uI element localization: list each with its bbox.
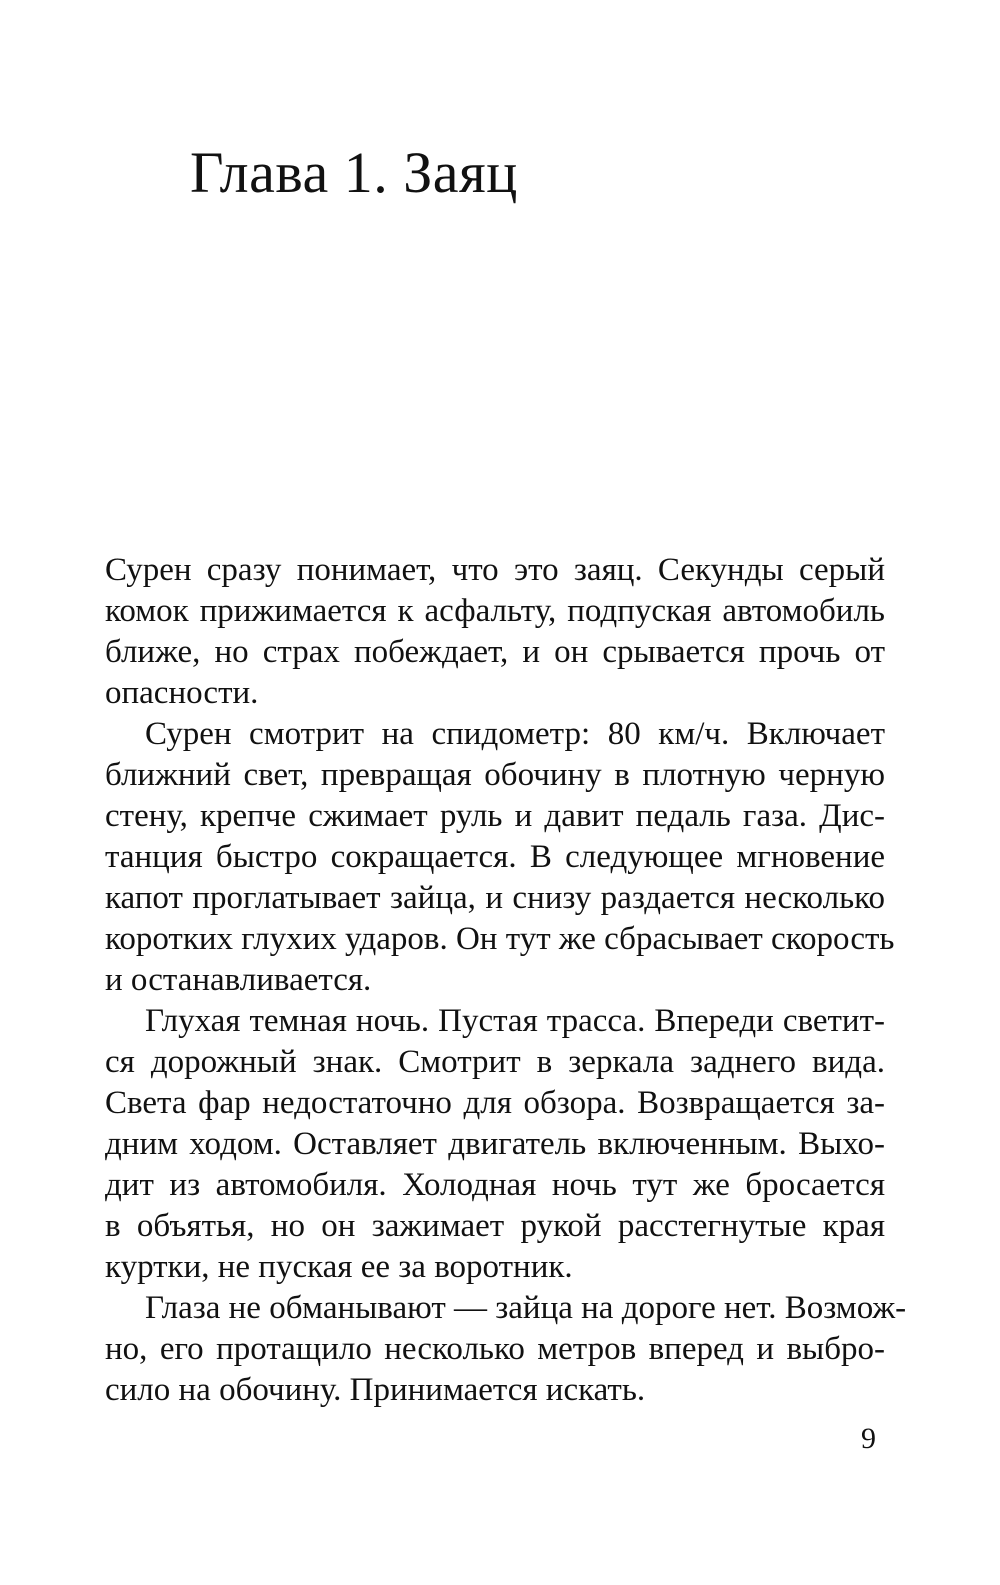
text-line: ближе, но страх побеждает, и он срывается прочь от [105,634,885,670]
text-line: ся дорожный знак. Смотрит в зеркала заднего вида. [105,1044,885,1080]
body-text [105,550,907,1411]
text-line: капот проглатывает зайца, и снизу раздается несколько [105,880,885,916]
text-line: дит из автомобиля. Холодная ночь тут же бросается [105,1167,885,1203]
text-line: Света фар недостаточно для обзора. Возвращается за- [105,1085,885,1121]
text-line: сило на обочину. Принимается искать. [105,1372,646,1408]
text-line: танция быстро сокращается. В следующее мгновение [105,839,885,875]
text-line: Сурен смотрит на спидометр: 80 км/ч. Включает [145,716,885,752]
text-line: стену, крепче сжимает руль и давит педаль газа. Дис- [105,798,885,834]
text-line: опасности. [105,675,259,711]
text-line: в объятья, но он зажимает рукой расстегнутые края [105,1208,885,1244]
text-line: комок прижимается к асфальту, подпуская автомобиль [105,593,885,629]
text-line: Сурен сразу понимает, что это заяц. Секунды серый [105,552,885,588]
page-number: 9 [861,1422,876,1455]
text-line: ближний свет, превращая обочину в плотную черную [105,757,885,793]
text-line: коротких глухих ударов. Он тут же сбрасывает скорость [105,921,895,957]
text-line: и останавливается. [105,962,372,998]
chapter-title: Глава 1. Заяц [190,140,518,205]
text-line: куртки, не пуская ее за воротник. [105,1249,573,1285]
text-line: Глаза не обманывают — зайца на дороге нет. Возмож- [145,1290,907,1326]
text-line: Глухая темная ночь. Пустая трасса. Впереди светит- [145,1003,885,1039]
text-line: но, его протащило несколько метров вперед и выбро- [105,1331,885,1367]
text-line: дним ходом. Оставляет двигатель включенным. Выхо- [105,1126,885,1162]
